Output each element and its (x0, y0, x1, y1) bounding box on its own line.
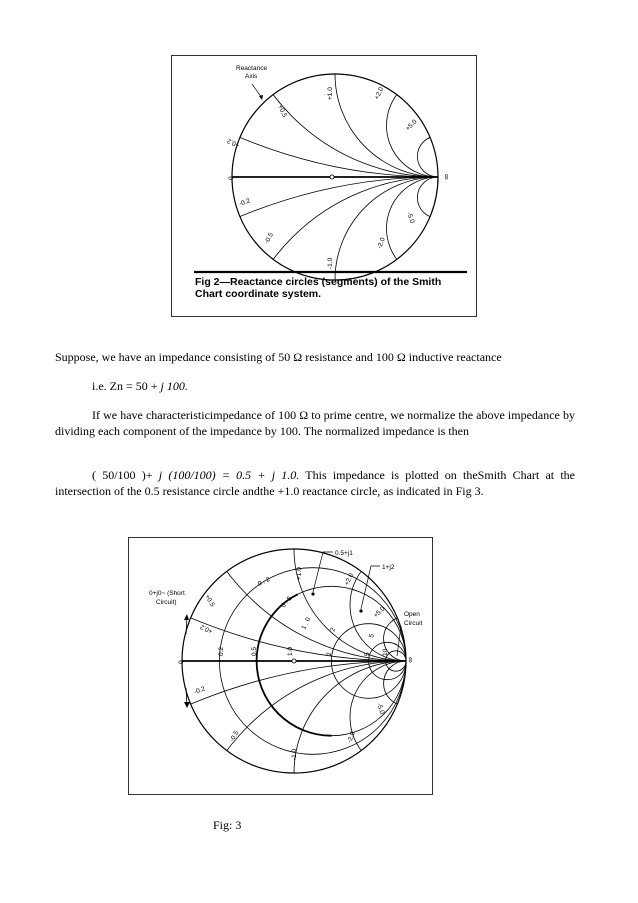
result-suffix: This impedance is plotted on theSmith Chart at the intersection of the 0.5 resistance circle andthe +1.0 reactance circle, as indicated in Fig 3. (55, 468, 575, 498)
arrowhead-up (184, 614, 189, 620)
paragraph-impedance: Suppose, we have an impedance consisting of 50 Ω resistance and 100 Ω inductive reactance (55, 350, 502, 364)
label-zero: 0 (178, 660, 185, 664)
reactance-axis-label-2: Axis (245, 73, 258, 80)
react-label-pos-1.0: +1.0 (296, 567, 303, 580)
label-open-circuit-2: Circuit (404, 620, 423, 627)
arc-label-pos-0.2: +0.2 (226, 136, 241, 149)
point-0.5-j1 (311, 592, 314, 595)
arc-label-pos-1.0: +1.0 (327, 87, 334, 100)
arc-label-neg-5.0: -5.0 (405, 211, 416, 225)
react-label-pos-0.2: +0.2 (199, 622, 214, 635)
inner-label-0.2: 0 . 2 (256, 576, 272, 588)
right-label-infinity: ∞ (442, 174, 451, 180)
center-point (292, 659, 296, 663)
label-short-circuit: 0+j0~ (Short (149, 590, 185, 597)
arc-label-neg-0.2: -0.2 (238, 197, 252, 208)
paragraph-result (55, 467, 575, 499)
arc-label-neg-2.0: -2.0 (376, 236, 387, 250)
figure-2-caption: Fig 2—Reactance circles (segments) of the Smith Chart coordinate system. (195, 276, 442, 300)
arrowhead-down (184, 702, 190, 708)
figure-3-caption: Fig: 3 (213, 818, 242, 832)
paragraph-normalize: If we have characteristicimpedance of 100 Ω to prime centre, we normalize the above impedance by dividing each component of the impedance by 100. The normalized impedance is then (55, 408, 575, 438)
res-label-2: 2 (326, 652, 333, 656)
axis-arrowhead (259, 95, 263, 100)
label-infinity: ∞ (406, 657, 415, 663)
zn-math: j 100. (160, 379, 188, 393)
res-label-5: 5 (364, 652, 371, 656)
react-label-neg-1.0: -1.0 (291, 748, 298, 760)
react-label-pos-5.0: +5.0 (372, 605, 387, 620)
arc-label-pos-5.0: +5.0 (404, 118, 419, 133)
result-prefix: ( 50/100 )+ (92, 468, 159, 482)
center-point (330, 175, 334, 179)
react-label-pos-0.5: +0.5 (203, 593, 216, 609)
react-label-neg-0.2: -0.2 (193, 685, 207, 696)
inner-label-2: 2 (329, 626, 338, 633)
inner-label-1.0: 1 . 0 (300, 616, 313, 631)
label-open-circuit: Open (404, 611, 420, 618)
reactance-axis-label: Reactance (236, 65, 268, 72)
arc-label-pos-0.5: +0.5 (276, 103, 288, 119)
zn-prefix: i.e. Zn = 50 + (92, 379, 161, 393)
smith-chart-full (129, 538, 432, 794)
figure-3 (128, 537, 433, 795)
label-short-circuit-2: Circuit) (156, 599, 177, 606)
react-label-neg-5.0: -5.0 (375, 702, 386, 716)
label-0.5-j1: 0.5+j1 (335, 550, 353, 557)
res-label-1.0: 1.0 (287, 646, 294, 656)
react-label-neg-0.5: -0.5 (228, 729, 241, 743)
left-label-zero: 0 (228, 176, 235, 180)
arc-label-neg-1.0: -1.0 (327, 257, 334, 269)
react-label-neg-2.0: -2.0 (346, 730, 357, 744)
arc-label-pos-2.0: +2.0 (373, 86, 386, 101)
res-label-0.5: 0.5 (251, 646, 258, 656)
arc-label-neg-0.5: -0.5 (263, 231, 276, 245)
result-math: j (100/100) = 0.5 + j 1.0. (158, 468, 300, 482)
paragraph-zn (55, 378, 575, 394)
inner-label-5: 5 (368, 633, 376, 639)
label-1-j2: 1+j2 (382, 564, 395, 571)
res-label-10: 10 (382, 648, 389, 656)
res-label-0.2: 0.2 (218, 646, 225, 656)
react-label-pos-2.0: +2.0 (343, 572, 356, 587)
inner-label-0.5: 0 . 5 (280, 595, 294, 610)
point-1-j2 (359, 609, 362, 612)
